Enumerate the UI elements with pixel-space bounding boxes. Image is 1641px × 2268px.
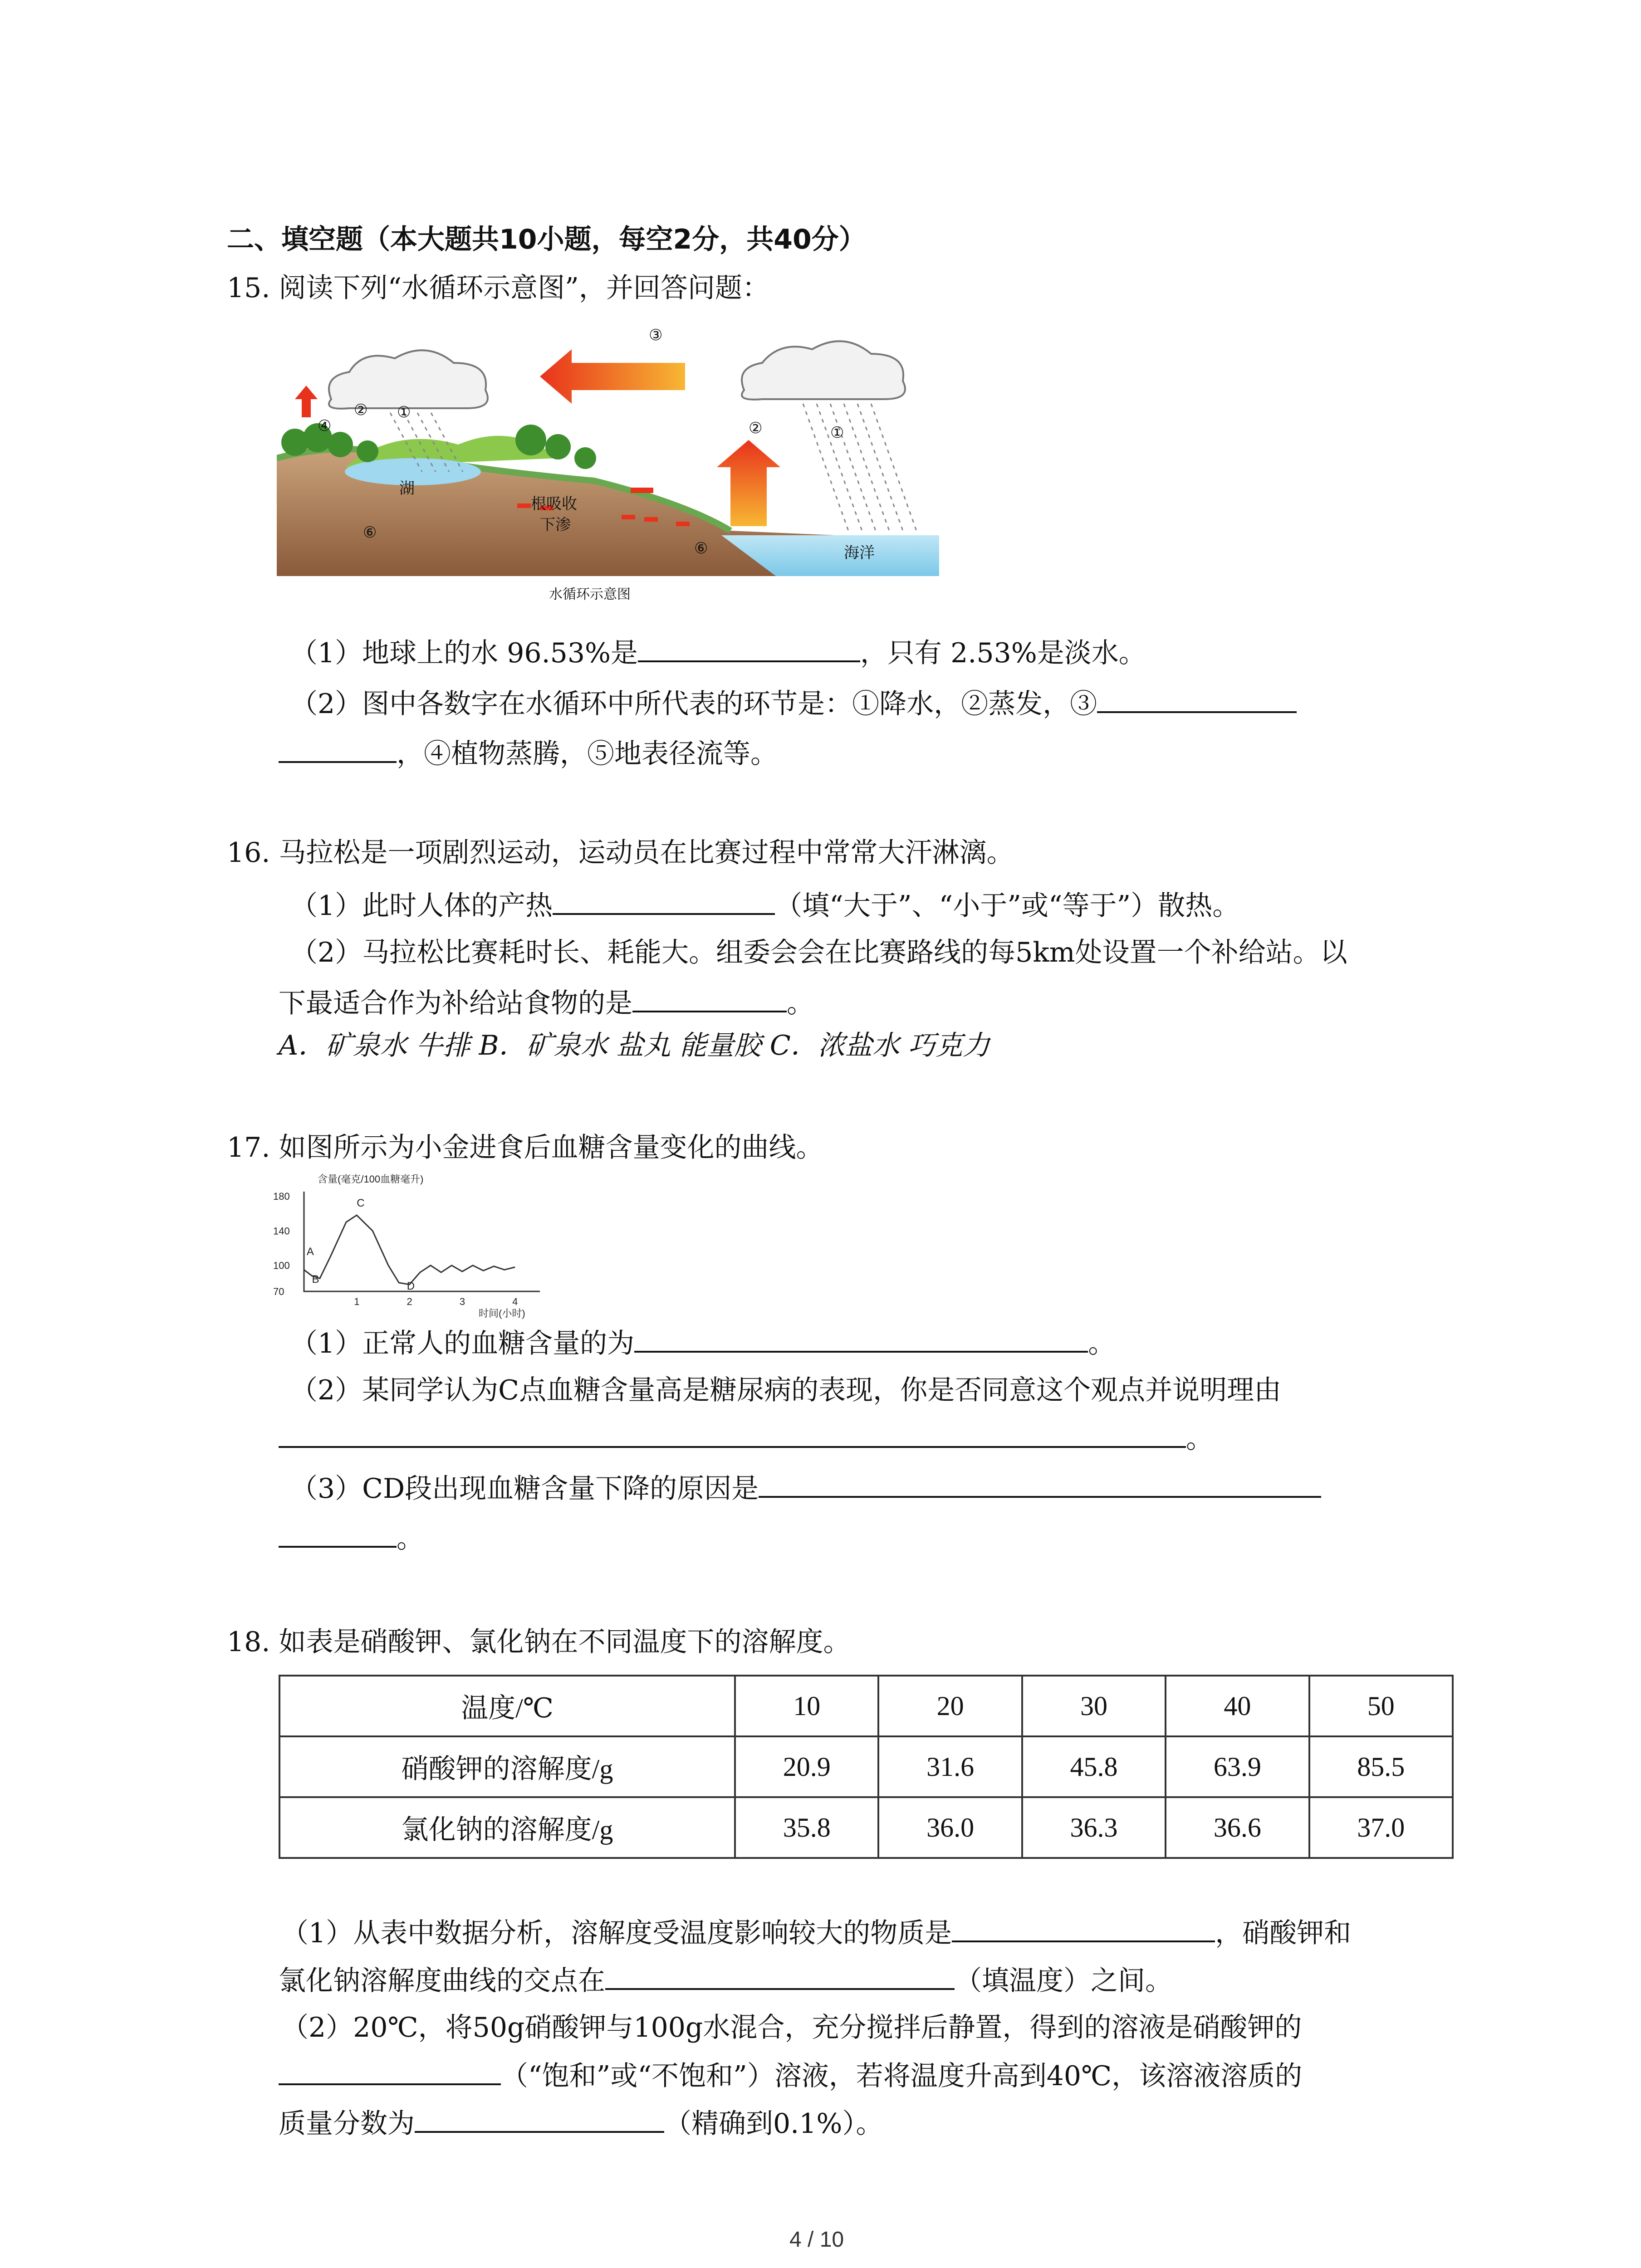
label-infiltration: 下渗 [540,516,571,533]
q15-part1-tail: ，只有 2.53%是淡水。 [860,637,1146,669]
chart-point-label: C [357,1197,365,1209]
label-lake: 湖 [399,480,415,497]
q16-part2-line2 [279,984,814,1022]
q18-part2-text: （“饱和”或“不饱和”）溶液，若将温度升高到40℃，该溶液溶质的 [501,2060,1303,2092]
blood-sugar-chart [272,1173,549,1322]
q18-part2-tail: （精确到0.1%）。 [664,2108,883,2140]
answer-blank[interactable] [415,2105,664,2133]
table-cell: 20.9 [735,1736,878,1797]
q18-part2-text3: 质量分数为 [279,2108,415,2140]
answer-blank[interactable] [279,1520,397,1548]
q15-part1-text: （1）地球上的水 96.53%是 [290,637,638,669]
chart-point-label: B [312,1273,319,1286]
q16-part2-line1: （2）马拉松比赛耗时长、耗能大。组委会会在比赛路线的每5km处设置一个补给站。以 [290,937,1347,968]
q17-part1-text: （1）正常人的血糖含量的为 [290,1328,635,1359]
question-18-stem: 18. 如表是硝酸钾、氯化钠在不同温度下的溶解度。 [227,1626,851,1658]
q18-part1-text: （1）从表中数据分析，溶解度受温度影响较大的物质是 [281,1917,952,1949]
question-17-stem: 17. 如图所示为小金进食后血糖含量变化的曲线。 [227,1132,823,1163]
chart-y-tick: 180 [273,1191,290,1202]
label-3: ③ [649,327,663,344]
q17-part1-tail: 。 [1088,1328,1116,1359]
table-cell: 31.6 [878,1736,1022,1797]
table-cell: 温度/℃ [279,1676,735,1736]
q15-part2-tail: ，④植物蒸腾，⑤地表径流等。 [397,738,778,770]
chart-y-tick: 140 [273,1225,290,1237]
q17-part2-line2 [279,1420,1213,1457]
q17-part1 [290,1325,1115,1362]
table-row [279,1797,1453,1858]
q16-part1-tail: （填“大于”、“小于”或“等于”）散热。 [775,890,1240,922]
water-cycle-diagram [277,322,939,608]
q18-part1-text2: 氯化钠溶解度曲线的交点在 [279,1965,605,1997]
table-cell: 45.8 [1022,1736,1166,1797]
question-16-stem: 16. 马拉松是一项剧烈运动，运动员在比赛过程中常常大汗淋漓。 [227,837,1014,869]
q18-part1-tail2: （填温度）之间。 [955,1965,1172,1997]
answer-blank[interactable] [279,2057,501,2085]
table-cell: 40 [1166,1676,1309,1736]
chart-point-label: A [306,1245,314,1258]
q15-part2-text: （2）图中各数字在水循环中所代表的环节是：①降水，②蒸发，③ [290,688,1097,720]
chart-y-tick: 70 [273,1286,284,1297]
chart-y-tick: 100 [273,1260,290,1271]
section-title: 二、填空题（本大题共10小题，每空2分，共40分） [227,224,866,255]
answer-blank[interactable] [1097,685,1297,713]
table-cell: 36.3 [1022,1797,1166,1858]
chart-x-tick: 3 [459,1296,465,1307]
label-4: ④ [318,417,332,435]
table-cell: 36.6 [1166,1797,1309,1858]
q15-part1 [290,634,1146,671]
q16-part2-tail: 。 [787,987,814,1019]
answer-blank[interactable] [632,984,787,1012]
q18-part1-tail: ，硝酸钾和 [1215,1917,1352,1949]
q17-part3-line1 [290,1470,1321,1507]
table-header-row [279,1676,1453,1736]
table-cell: 63.9 [1166,1736,1309,1797]
chart-x-tick: 1 [354,1296,360,1307]
label-2-left: ② [354,401,368,419]
q17-part2-tail: 。 [1186,1423,1213,1455]
q17-part3-tail: 。 [397,1523,424,1554]
q17-part2-line1: （2）某同学认为C点血糖含量高是糖尿病的表现，你是否同意这个观点并说明理由 [290,1374,1282,1406]
answer-blank[interactable] [279,735,397,763]
chart-x-tick: 2 [407,1296,412,1307]
table-cell: 36.0 [878,1797,1022,1858]
q17-part3-line2 [279,1520,424,1557]
question-15-stem: 15. 阅读下列“水循环示意图”，并回答问题： [227,272,769,304]
table-cell: 35.8 [735,1797,878,1858]
table-cell: 30 [1022,1676,1166,1736]
answer-blank[interactable] [279,1420,1186,1448]
q16-part1 [290,887,1239,924]
solubility-table [279,1675,1454,1859]
table-cell: 10 [735,1676,878,1736]
page-number: 4 / 10 [789,2228,844,2252]
label-1-left: ① [397,404,411,421]
table-cell: 硝酸钾的溶解度/g [279,1736,735,1797]
q15-part2-line2 [279,735,778,772]
q15-part2-line1 [290,685,1297,722]
answer-blank[interactable] [605,1962,955,1990]
chart-axes [304,1192,540,1291]
chart-point-label: D [407,1280,415,1293]
answer-blank[interactable] [638,634,860,662]
q18-part1-line1 [281,1914,1351,1951]
chart-series-line [304,1215,515,1285]
table-cell: 37.0 [1309,1797,1453,1858]
chart-xlabel: 时间(小时) [479,1308,525,1319]
chart-x-tick: 4 [512,1296,518,1307]
label-2-right: ② [749,420,763,437]
label-6-right: ⑥ [694,540,708,557]
q16-part2-text: 下最适合作为补给站食物的是 [279,987,632,1019]
label-1-right: ① [830,424,844,441]
q18-part2-line2 [279,2057,1302,2094]
table-cell: 20 [878,1676,1022,1736]
label-6-left: ⑥ [363,524,377,541]
q18-part1-line2 [279,1962,1172,1999]
answer-blank[interactable] [553,887,775,915]
chart-ylabel: 含量(毫克/100血糖毫升) [318,1173,424,1185]
table-cell: 氯化钠的溶解度/g [279,1797,735,1858]
table-cell: 50 [1309,1676,1453,1736]
answer-blank[interactable] [759,1470,1321,1498]
label-ocean: 海洋 [844,544,875,562]
label-root: 根吸收 [531,495,577,513]
answer-blank[interactable] [634,1325,1088,1353]
q18-part2-line1: （2）20℃，将50g硝酸钾与100g水混合，充分搅拌后静置，得到的溶液是硝酸钾的 [281,2012,1302,2043]
table-row [279,1736,1453,1797]
diagram-caption: 水循环示意图 [549,587,631,602]
answer-blank[interactable] [952,1914,1215,1942]
q18-part2-line3 [279,2105,883,2142]
q17-part3-text: （3）CD段出现血糖含量下降的原因是 [290,1473,759,1505]
q16-options: A．矿泉水 牛排 B．矿泉水 盐丸 能量胶 C．浓盐水 巧克力 [279,1030,990,1061]
q16-part1-text: （1）此时人体的产热 [290,890,553,922]
table-cell: 85.5 [1309,1736,1453,1797]
